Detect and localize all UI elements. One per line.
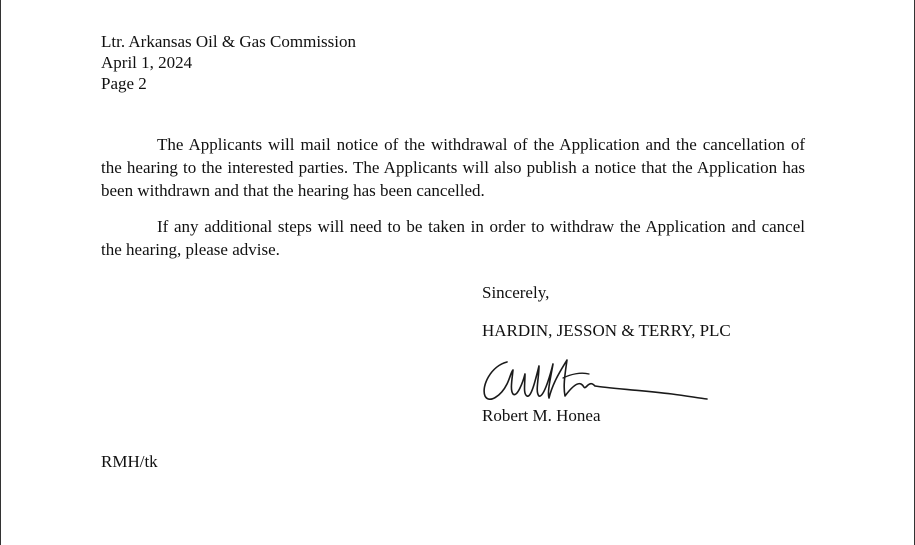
typist-initials: RMH/tk (101, 452, 158, 471)
handwritten-signature (477, 352, 712, 410)
firm-name: HARDIN, JESSON & TERRY, PLC (482, 321, 731, 340)
closing-salutation: Sincerely, (482, 283, 550, 302)
letter-recipient: Ltr. Arkansas Oil & Gas Commission (101, 32, 356, 51)
paragraph-additional-steps: If any additional steps will need to be taken in order to withdraw the Application and cancel the hearing, please advise. (101, 217, 805, 259)
paragraph-withdrawal-notice: The Applicants will mail notice of the withdrawal of the Application and the cancellation of the hearing to the interested parties. The Applicants will also publish a notice that the Application has been withdrawn and that the hearing has been cancelled. (101, 135, 805, 200)
letter-date: April 1, 2024 (101, 53, 193, 72)
page-number: Page 2 (101, 74, 147, 93)
signer-name: Robert M. Honea (482, 406, 601, 425)
